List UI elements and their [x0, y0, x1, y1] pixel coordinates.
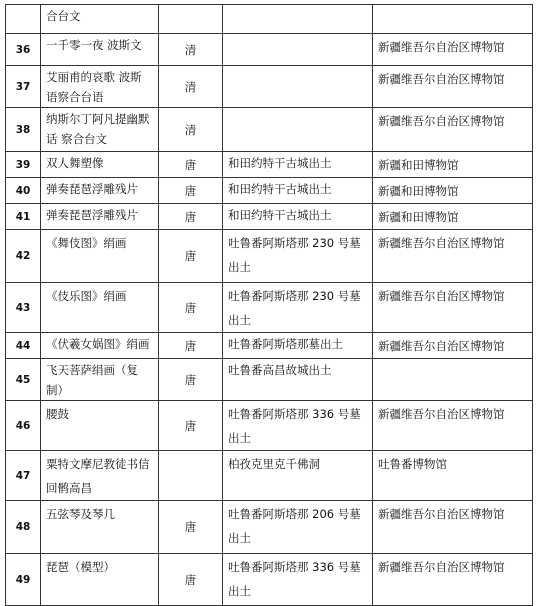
row-number-cell [6, 5, 41, 34]
collection-institution-cell: 新疆维吾尔自治区博物馆 [373, 501, 533, 554]
collection-institution-cell: 新疆维吾尔自治区博物馆 [373, 108, 533, 152]
table-row [6, 108, 533, 152]
row-number-cell: 39 [6, 152, 41, 178]
collection-institution-cell: 新疆和田博物馆 [373, 204, 533, 230]
excavation-site-cell [223, 34, 373, 66]
row-number-cell: 45 [6, 359, 41, 401]
table-row [6, 283, 533, 333]
artifact-name-cell: 艾丽甫的哀歌 波斯语察合台语 [41, 66, 159, 108]
excavation-site-cell: 和田约特干古城出土 [223, 178, 373, 204]
artifact-table-body [6, 5, 533, 606]
artifact-name-cell: 纳斯尔丁阿凡提幽默话 察合台文 [41, 108, 159, 152]
dynasty-cell: 清 [159, 34, 223, 66]
artifact-table [5, 4, 533, 606]
table-row [6, 501, 533, 554]
excavation-site-cell [223, 66, 373, 108]
dynasty-cell: 清 [159, 108, 223, 152]
dynasty-cell: 唐 [159, 333, 223, 359]
table-row [6, 333, 533, 359]
collection-institution-cell: 吐鲁番博物馆 [373, 451, 533, 501]
artifact-name-cell: 《舞伎图》绢画 [41, 230, 159, 283]
row-number-cell: 43 [6, 283, 41, 333]
dynasty-cell [159, 5, 223, 34]
dynasty-cell: 唐 [159, 152, 223, 178]
table-row [6, 401, 533, 451]
excavation-site-cell: 柏孜克里克千佛洞 [223, 451, 373, 501]
excavation-site-cell: 吐鲁番阿斯塔那 230 号墓出土 [223, 283, 373, 333]
dynasty-cell [159, 451, 223, 501]
excavation-site-cell [223, 108, 373, 152]
dynasty-cell: 唐 [159, 283, 223, 333]
artifact-name-cell: 五弦琴及琴几 [41, 501, 159, 554]
row-number-cell: 46 [6, 401, 41, 451]
artifact-name-cell: 飞天菩萨绢画（复制） [41, 359, 159, 401]
document-page [5, 4, 533, 606]
excavation-site-cell: 和田约特干古城出土 [223, 204, 373, 230]
collection-institution-cell: 新疆和田博物馆 [373, 178, 533, 204]
collection-institution-cell: 新疆和田博物馆 [373, 152, 533, 178]
table-row [6, 34, 533, 66]
excavation-site-cell: 吐鲁番阿斯塔那墓出土 [223, 333, 373, 359]
table-row [6, 554, 533, 606]
artifact-name-cell: 弹奏琵琶浮雕残片 [41, 204, 159, 230]
table-row [6, 5, 533, 34]
excavation-site-cell: 吐鲁番阿斯塔那 336 号墓出土 [223, 401, 373, 451]
table-row [6, 178, 533, 204]
dynasty-cell: 唐 [159, 554, 223, 606]
artifact-name-cell: 一千零一夜 波斯文 [41, 34, 159, 66]
row-number-cell: 42 [6, 230, 41, 283]
excavation-site-cell: 吐鲁番阿斯塔那 230 号墓出土 [223, 230, 373, 283]
excavation-site-cell: 吐鲁番阿斯塔那 206 号墓出土 [223, 501, 373, 554]
dynasty-cell: 唐 [159, 359, 223, 401]
excavation-site-cell: 和田约特干古城出土 [223, 152, 373, 178]
artifact-name-cell: 腰鼓 [41, 401, 159, 451]
table-row [6, 359, 533, 401]
row-number-cell: 48 [6, 501, 41, 554]
dynasty-cell: 唐 [159, 401, 223, 451]
artifact-name-cell: 合台文 [41, 5, 159, 34]
table-row [6, 230, 533, 283]
artifact-name-cell: 双人舞塑像 [41, 152, 159, 178]
collection-institution-cell [373, 359, 533, 401]
row-number-cell: 49 [6, 554, 41, 606]
dynasty-cell: 清 [159, 66, 223, 108]
row-number-cell: 38 [6, 108, 41, 152]
artifact-name-cell: 《伏羲女娲图》绢画 [41, 333, 159, 359]
artifact-name-cell: 粟特文摩尼教徒书信回鹘高昌 [41, 451, 159, 501]
dynasty-cell: 唐 [159, 230, 223, 283]
artifact-name-cell: 《伎乐图》绢画 [41, 283, 159, 333]
row-number-cell: 41 [6, 204, 41, 230]
collection-institution-cell: 新疆维吾尔自治区博物馆 [373, 401, 533, 451]
dynasty-cell: 唐 [159, 204, 223, 230]
excavation-site-cell: 吐鲁番高昌故城出土 [223, 359, 373, 401]
row-number-cell: 37 [6, 66, 41, 108]
collection-institution-cell: 新疆维吾尔自治区博物馆 [373, 66, 533, 108]
row-number-cell: 47 [6, 451, 41, 501]
artifact-name-cell: 琵琶（模型） [41, 554, 159, 606]
table-row [6, 451, 533, 501]
artifact-name-cell: 弹奏琵琶浮雕残片 [41, 178, 159, 204]
collection-institution-cell: 新疆维吾尔自治区博物馆 [373, 34, 533, 66]
row-number-cell: 44 [6, 333, 41, 359]
excavation-site-cell: 吐鲁番阿斯塔那 336 号墓出土 [223, 554, 373, 606]
collection-institution-cell: 新疆维吾尔自治区博物馆 [373, 230, 533, 283]
excavation-site-cell [223, 5, 373, 34]
collection-institution-cell: 新疆维吾尔自治区博物馆 [373, 554, 533, 606]
row-number-cell: 40 [6, 178, 41, 204]
table-row [6, 152, 533, 178]
row-number-cell: 36 [6, 34, 41, 66]
table-row [6, 204, 533, 230]
dynasty-cell: 唐 [159, 501, 223, 554]
collection-institution-cell: 新疆维吾尔自治区博物馆 [373, 283, 533, 333]
table-row [6, 66, 533, 108]
collection-institution-cell: 新疆维吾尔自治区博物馆 [373, 333, 533, 359]
collection-institution-cell [373, 5, 533, 34]
dynasty-cell: 唐 [159, 178, 223, 204]
